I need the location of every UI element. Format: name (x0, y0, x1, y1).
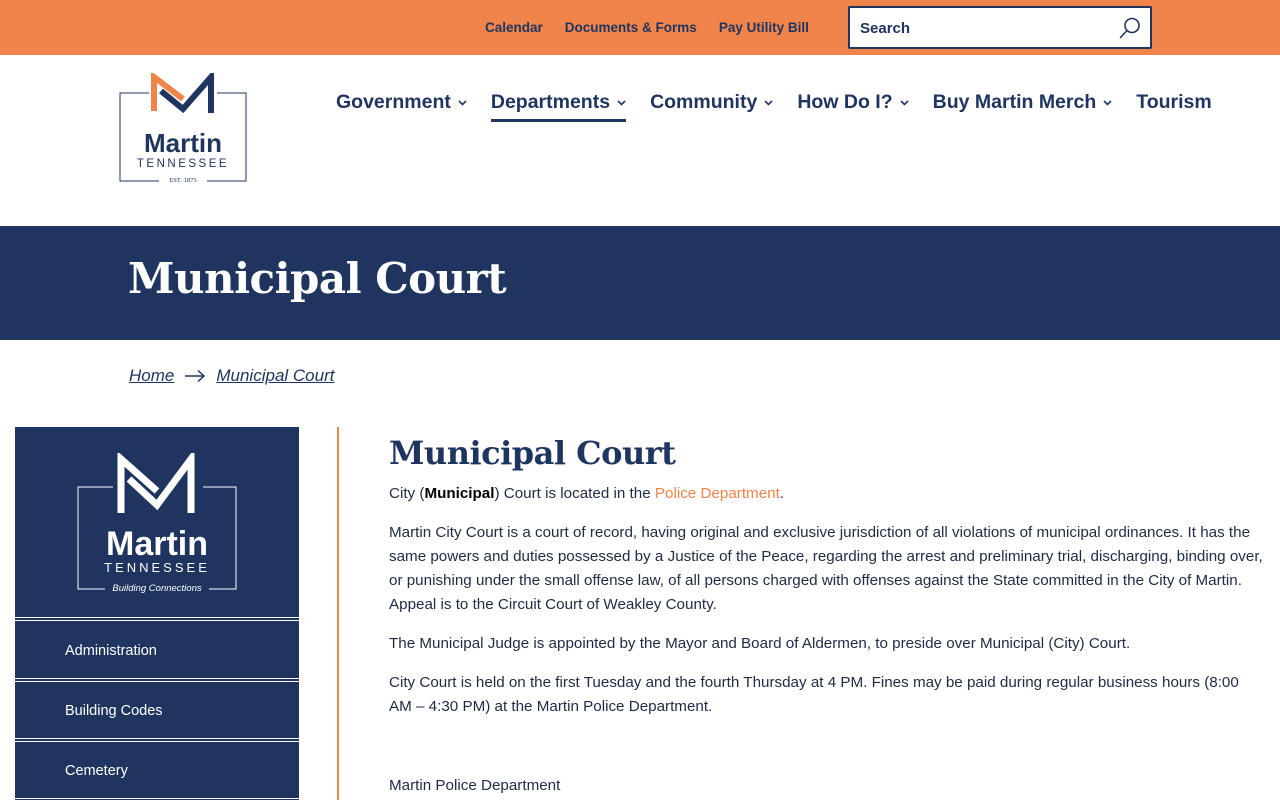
nav-tourism[interactable] (1136, 91, 1211, 118)
sidebar (15, 427, 299, 800)
address-name: Martin Police Department (389, 777, 561, 794)
sidebar-item-administration[interactable]: Administration (65, 643, 157, 659)
nav-label: How Do I? (797, 91, 893, 113)
breadcrumb-current[interactable]: Municipal Court (216, 366, 335, 385)
sidebar-item-building-codes[interactable]: Building Codes (65, 703, 163, 719)
logo-est: EST. 1873 (169, 177, 197, 184)
sidebar-logo-name: Martin (106, 525, 208, 563)
nav-label: Buy Martin Merch (932, 91, 1097, 113)
page-hero (0, 226, 1280, 340)
search-input[interactable] (860, 17, 1110, 39)
utility-links (485, 0, 809, 55)
chevron-down-icon (900, 100, 909, 106)
content-divider (337, 427, 339, 800)
martin-building-connections-logo (77, 453, 239, 593)
main-nav (336, 91, 1212, 118)
chevron-down-icon (764, 100, 773, 106)
content-paragraph: Martin City Court is a court of record, having original and exclusive jurisdiction of all violations of municipal ordinances. It has the same powers and duties possessed by a Justice of the Peace, regarding the arrest and preliminary trial, discharging, binding over, or punishing under the small offense law, of all persons charged with offenses against the State committed in the City of Martin. Appeal is to the Circuit Court of Weakley County. (389, 524, 1263, 613)
sidebar-logo-tagline: Building Connections (112, 583, 202, 593)
content-intro (389, 482, 1264, 506)
intro-text: City ( (389, 485, 425, 502)
nav-government[interactable] (336, 91, 467, 118)
utility-bar (0, 0, 1280, 55)
nav-community[interactable] (650, 91, 773, 118)
documents-forms-link[interactable]: Documents & Forms (564, 20, 697, 35)
sidebar-divider (15, 678, 299, 682)
nav-label: Tourism (1136, 91, 1212, 113)
nav-label: Government (336, 91, 451, 113)
intro-bold: Municipal (424, 485, 495, 502)
sidebar-logo-state: TENNESSEE (104, 560, 210, 575)
chevron-down-icon (458, 100, 467, 106)
chevron-down-icon (1103, 100, 1112, 106)
main-content (389, 434, 1264, 800)
sidebar-divider (15, 617, 299, 621)
breadcrumb (129, 366, 334, 386)
nav-label: Departments (490, 91, 611, 113)
nav-buy-martin-merch[interactable] (933, 91, 1113, 118)
logo-state: TENNESSEE (136, 158, 230, 170)
calendar-link[interactable]: Calendar (485, 20, 543, 35)
content-paragraph: City Court is held on the first Tuesday and the fourth Thursday at 4 PM. Fines may be paid during regular business hours (8:00 AM – 4:30 PM) at the Martin Police Department. (389, 674, 1239, 715)
sidebar-divider (15, 738, 299, 742)
pay-utility-bill-link[interactable]: Pay Utility Bill (718, 20, 809, 35)
nav-how-do-i[interactable] (797, 91, 908, 118)
site-header (0, 55, 1280, 226)
search-box (848, 6, 1152, 49)
intro-text: . (779, 485, 785, 502)
sidebar-item-cemetery[interactable]: Cemetery (65, 763, 128, 779)
arrow-right-icon (184, 369, 206, 383)
breadcrumb-home[interactable]: Home (129, 366, 175, 385)
chevron-down-icon (617, 100, 626, 106)
police-department-link[interactable]: Police Department (654, 485, 780, 502)
logo-name: Martin (144, 128, 222, 158)
nav-departments[interactable] (491, 91, 626, 118)
page-title: Municipal Court (128, 254, 507, 303)
search-icon[interactable] (1118, 16, 1142, 40)
content-heading: Municipal Court (389, 434, 676, 472)
intro-text: ) Court is located in the (494, 485, 655, 502)
spacer (389, 734, 1264, 774)
content-paragraph: The Municipal Judge is appointed by the Mayor and Board of Aldermen, to preside over Municipal (City) Court. (389, 635, 1131, 652)
martin-logo[interactable] (119, 73, 247, 185)
nav-label: Community (650, 91, 758, 113)
